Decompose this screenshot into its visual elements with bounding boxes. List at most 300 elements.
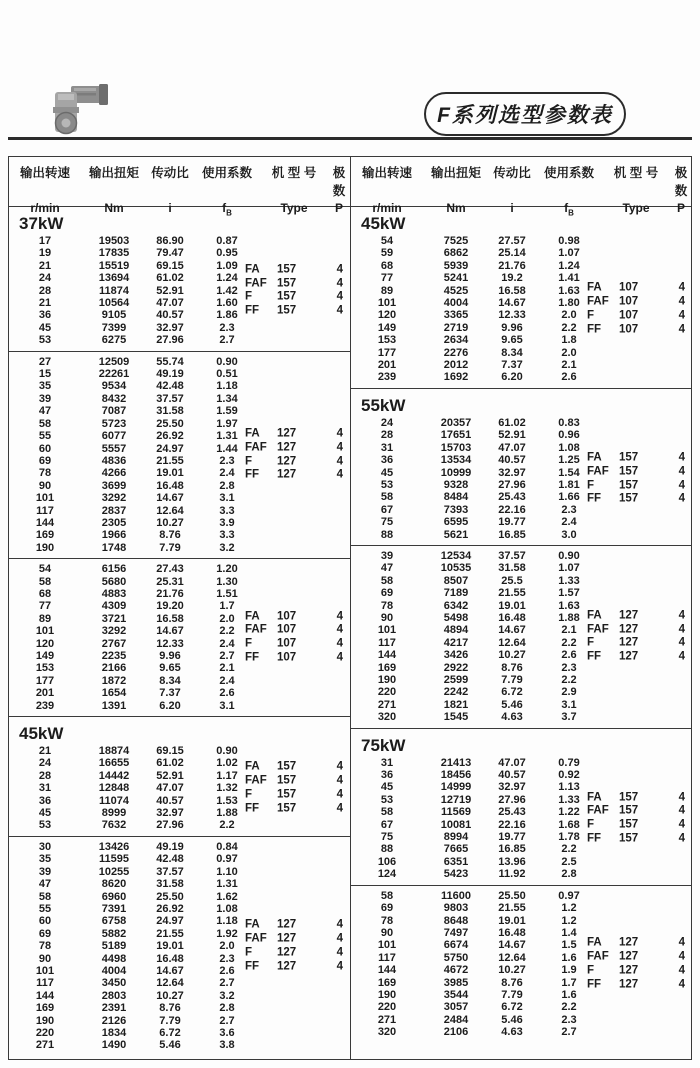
poles-value: 4 <box>336 441 343 454</box>
torque-value: 15703 <box>440 441 472 454</box>
table-row <box>351 587 691 599</box>
speed-value: 190 <box>35 1014 55 1027</box>
factor-value: 1.02 <box>216 757 238 770</box>
torque-value: 2922 <box>443 661 469 674</box>
speed-value: 24 <box>380 416 394 429</box>
speed-value: 39 <box>38 392 52 405</box>
poles-value: 4 <box>678 451 685 464</box>
ratio-value: 24.97 <box>156 442 184 455</box>
ratio-value: 25.43 <box>498 491 526 504</box>
ratio-value: 14.67 <box>156 492 184 505</box>
model-size: 127 <box>277 960 297 973</box>
factor-value: 1.08 <box>216 902 238 915</box>
ratio-value: 61.02 <box>156 272 184 285</box>
model-prefix: FF <box>587 832 602 845</box>
factor-value: 2.2 <box>561 1001 577 1014</box>
ratio-value: 61.02 <box>156 757 184 770</box>
torque-value: 5750 <box>443 951 469 964</box>
column-header <box>9 157 350 218</box>
model-type-row <box>587 637 691 651</box>
speed-value: 101 <box>377 939 397 952</box>
speed-value: 101 <box>35 625 55 638</box>
model-type-group <box>245 427 349 482</box>
ratio-value: 25.50 <box>156 417 184 430</box>
speed-value: 58 <box>38 890 52 903</box>
model-type-row <box>587 451 691 465</box>
factor-value: 1.34 <box>216 392 238 405</box>
torque-value: 10999 <box>440 466 472 479</box>
poles-value: 4 <box>336 290 343 303</box>
factor-value: 2.4 <box>219 467 235 480</box>
factor-value: 0.95 <box>216 247 238 260</box>
speed-value: 75 <box>380 516 394 529</box>
factor-value: 0.90 <box>558 549 580 562</box>
table-row <box>351 247 691 259</box>
torque-value: 18874 <box>98 745 130 758</box>
model-size: 157 <box>619 478 639 491</box>
torque-value: 5621 <box>443 528 469 541</box>
factor-value: 0.90 <box>216 745 238 758</box>
table-column-right <box>350 157 691 1059</box>
model-type-row <box>245 291 349 305</box>
speed-value: 39 <box>38 865 52 878</box>
model-prefix: FA <box>245 427 260 440</box>
ratio-value: 12.33 <box>156 637 184 650</box>
factor-value: 2.7 <box>219 977 235 990</box>
speed-value: 149 <box>35 650 55 662</box>
factor-value: 1.17 <box>216 769 238 782</box>
speed-value: 28 <box>380 429 394 442</box>
ratio-value: 14.67 <box>498 939 526 952</box>
factor-value: 1.2 <box>561 914 577 927</box>
torque-value: 18456 <box>440 769 472 782</box>
ratio-value: 32.97 <box>156 807 184 820</box>
power-rating-label: 75kW <box>361 735 406 755</box>
ratio-value: 16.48 <box>498 611 526 624</box>
table-row <box>351 902 691 914</box>
speed-value: 69 <box>38 927 52 940</box>
speed-value: 190 <box>377 674 397 686</box>
model-type-row <box>245 263 349 277</box>
model-type-group <box>587 791 691 846</box>
factor-value: 2.7 <box>219 1014 235 1027</box>
table-row <box>9 700 350 712</box>
ratio-value: 8.76 <box>501 661 523 674</box>
header-divider-line <box>8 137 692 140</box>
table-row <box>351 686 691 698</box>
factor-value: 1.62 <box>216 890 238 903</box>
data-block <box>9 207 350 351</box>
torque-value: 6156 <box>101 563 127 576</box>
poles-value: 4 <box>336 277 343 290</box>
table-row <box>9 380 350 392</box>
ratio-value: 14.67 <box>498 624 526 637</box>
model-prefix: F <box>587 636 595 649</box>
table-row <box>9 576 350 588</box>
model-size: 127 <box>277 918 297 931</box>
model-size: 127 <box>277 427 297 440</box>
ratio-value: 40.57 <box>498 769 526 782</box>
table-row <box>351 550 691 562</box>
selection-parameter-table <box>8 156 692 1060</box>
table-row <box>9 247 350 259</box>
speed-value: 69 <box>380 902 394 915</box>
table-row <box>351 868 691 880</box>
model-prefix: F <box>245 454 253 467</box>
torque-value: 1545 <box>443 711 469 724</box>
speed-value: 31 <box>380 441 394 454</box>
torque-value: 2767 <box>101 637 127 650</box>
speed-value: 101 <box>377 624 397 637</box>
factor-value: 2.7 <box>219 334 235 347</box>
ratio-value: 14.67 <box>156 964 184 977</box>
torque-value: 5723 <box>101 417 127 430</box>
rows-group <box>351 550 691 724</box>
ratio-value: 10.27 <box>156 989 184 1002</box>
torque-value: 6862 <box>443 247 469 260</box>
factor-value: 2.2 <box>561 843 577 856</box>
factor-value: 0.51 <box>216 368 238 381</box>
factor-value: 2.8 <box>561 868 577 881</box>
poles-value: 4 <box>678 281 685 294</box>
torque-value: 4672 <box>443 964 469 977</box>
speed-value: 90 <box>380 611 394 624</box>
model-size: 107 <box>277 623 297 636</box>
factor-value: 0.84 <box>216 840 238 853</box>
model-size: 127 <box>619 636 639 649</box>
speed-value: 45 <box>380 781 394 794</box>
factor-value: 2.7 <box>561 1026 577 1039</box>
table-row <box>9 891 350 903</box>
speed-value: 58 <box>380 889 394 902</box>
poles-value: 4 <box>336 946 343 959</box>
factor-value: 1.57 <box>558 587 580 600</box>
model-size: 107 <box>619 309 639 322</box>
model-type-row <box>587 651 691 665</box>
torque-value: 4525 <box>443 284 469 297</box>
torque-value: 12719 <box>440 793 472 806</box>
table-row <box>351 890 691 902</box>
ratio-value: 25.14 <box>498 247 526 260</box>
ratio-value: 6.72 <box>159 1026 181 1039</box>
speed-value: 78 <box>38 940 52 953</box>
model-prefix: FA <box>587 936 602 949</box>
rows-group <box>9 235 350 347</box>
model-prefix: FAF <box>587 622 609 635</box>
torque-value: 6674 <box>443 939 469 952</box>
model-prefix: FA <box>245 918 260 931</box>
speed-value: 58 <box>38 575 52 588</box>
ratio-value: 19.20 <box>156 600 184 613</box>
ratio-value: 31.58 <box>156 405 184 418</box>
poles-value: 4 <box>336 788 343 801</box>
speed-value: 117 <box>378 951 396 964</box>
factor-value: 1.63 <box>558 599 580 612</box>
speed-value: 177 <box>35 674 55 687</box>
factor-value: 3.2 <box>219 541 235 554</box>
model-prefix: FAF <box>587 804 609 817</box>
factor-value: 2.0 <box>561 309 577 322</box>
ratio-value: 16.85 <box>498 528 526 541</box>
poles-value: 4 <box>678 818 685 831</box>
speed-value: 47 <box>380 562 394 575</box>
factor-value: 1.10 <box>216 865 238 878</box>
torque-value: 2484 <box>443 1013 469 1026</box>
ratio-value: 52.91 <box>156 284 184 297</box>
ratio-value: 27.43 <box>156 563 184 576</box>
speed-value: 78 <box>38 467 52 480</box>
speed-value: 36 <box>380 454 394 467</box>
ratio-value: 8.76 <box>159 1002 181 1015</box>
ratio-value: 24.97 <box>156 915 184 928</box>
rows-group <box>9 563 350 712</box>
ratio-value: 9.96 <box>159 650 181 662</box>
ratio-value: 52.91 <box>156 769 184 782</box>
factor-value: 3.9 <box>219 516 235 529</box>
ratio-value: 69.15 <box>156 745 184 758</box>
torque-value: 20357 <box>440 416 472 429</box>
header-output-speed: 输出转速 <box>361 166 412 180</box>
ratio-value: 86.90 <box>156 235 184 247</box>
rows-group <box>9 745 350 832</box>
model-size: 157 <box>277 760 297 773</box>
torque-value: 16655 <box>98 757 130 770</box>
ratio-value: 12.64 <box>156 977 184 990</box>
factor-value: 2.3 <box>561 661 577 674</box>
speed-value: 101 <box>35 492 55 505</box>
torque-value: 10081 <box>440 818 472 831</box>
speed-value: 117 <box>36 504 54 517</box>
column-header <box>351 157 691 218</box>
factor-value: 1.24 <box>216 272 238 285</box>
torque-value: 10255 <box>98 865 130 878</box>
power-rating-label: 45kW <box>19 724 64 744</box>
ratio-value: 7.79 <box>159 1014 181 1027</box>
torque-value: 1872 <box>101 674 127 687</box>
speed-value: 60 <box>38 915 52 928</box>
model-type-group <box>245 610 349 665</box>
model-prefix: F <box>245 946 253 959</box>
power-rating-label: 37kW <box>19 214 64 233</box>
data-block <box>351 207 691 388</box>
torque-value: 2126 <box>101 1014 127 1027</box>
factor-value: 1.2 <box>561 902 577 915</box>
torque-value: 8432 <box>101 392 127 405</box>
factor-value: 1.68 <box>558 818 580 831</box>
table-row <box>351 711 691 723</box>
model-type-row <box>245 624 349 638</box>
factor-value: 1.32 <box>216 782 238 795</box>
torque-value: 2166 <box>101 662 127 675</box>
torque-value: 5557 <box>101 442 127 455</box>
table-row <box>351 856 691 868</box>
speed-value: 39 <box>380 549 394 562</box>
torque-value: 5939 <box>443 259 469 272</box>
speed-value: 320 <box>377 711 397 724</box>
unit-p: P <box>334 201 343 215</box>
speed-value: 55 <box>38 902 52 915</box>
ratio-value: 4.63 <box>501 711 523 724</box>
model-type-row <box>245 802 349 816</box>
speed-value: 271 <box>35 1039 55 1052</box>
speed-value: 220 <box>377 1001 397 1014</box>
model-type-row <box>587 805 691 819</box>
model-prefix: FAF <box>587 950 609 963</box>
factor-value: 2.0 <box>561 346 577 359</box>
model-type-row <box>587 309 691 323</box>
ratio-value: 26.92 <box>156 430 184 443</box>
torque-value: 8994 <box>443 831 469 844</box>
data-block <box>351 728 691 885</box>
model-type-row <box>245 775 349 789</box>
poles-value: 4 <box>678 950 685 963</box>
poles-value: 4 <box>336 610 343 622</box>
torque-value: 14442 <box>98 769 130 782</box>
model-size: 127 <box>619 650 639 663</box>
ratio-value: 7.79 <box>159 541 181 554</box>
speed-value: 90 <box>38 952 52 965</box>
torque-value: 7391 <box>101 902 127 915</box>
torque-value: 6342 <box>443 599 469 612</box>
model-prefix: FAF <box>587 295 609 308</box>
speed-value: 45 <box>380 466 394 479</box>
factor-value: 2.9 <box>561 686 577 699</box>
table-row <box>9 563 350 575</box>
ratio-value: 32.97 <box>498 466 526 479</box>
factor-value: 2.6 <box>561 371 577 384</box>
unit-nm: Nm <box>446 201 466 215</box>
model-size: 157 <box>277 304 297 317</box>
model-type-row <box>245 441 349 455</box>
model-size: 107 <box>277 637 297 650</box>
torque-value: 1748 <box>101 541 127 554</box>
model-prefix: F <box>245 290 253 303</box>
torque-value: 4266 <box>101 467 127 480</box>
factor-value: 3.7 <box>561 711 577 724</box>
speed-value: 54 <box>38 563 52 576</box>
model-size: 157 <box>619 804 639 817</box>
speed-value: 220 <box>35 1026 55 1039</box>
factor-value: 2.6 <box>219 687 235 700</box>
torque-value: 11595 <box>99 853 129 866</box>
poles-value: 4 <box>678 964 685 977</box>
data-block <box>9 558 350 716</box>
model-size: 157 <box>619 832 639 845</box>
data-block <box>9 836 350 1056</box>
model-size: 127 <box>619 964 639 977</box>
ratio-value: 7.79 <box>501 674 523 686</box>
header-model-type: 机 型 号 <box>271 166 317 180</box>
torque-value: 12848 <box>98 782 130 795</box>
model-type-row <box>245 469 349 483</box>
ratio-value: 19.2 <box>501 272 523 285</box>
factor-value: 1.53 <box>216 794 238 807</box>
model-type-row <box>587 950 691 964</box>
factor-value: 1.30 <box>216 575 238 588</box>
model-prefix: FA <box>245 610 260 622</box>
ratio-value: 21.55 <box>156 454 184 467</box>
model-prefix: FF <box>245 960 260 973</box>
torque-value: 17835 <box>98 247 130 260</box>
speed-value: 21 <box>38 745 52 758</box>
unit-type: Type <box>622 201 650 215</box>
factor-value: 2.8 <box>219 1002 235 1015</box>
model-prefix: FF <box>245 304 260 317</box>
speed-value: 201 <box>377 359 397 372</box>
poles-value: 4 <box>678 977 685 990</box>
torque-value: 4004 <box>443 297 469 310</box>
model-size: 127 <box>619 950 639 963</box>
poles-value: 4 <box>678 323 685 336</box>
poles-value: 4 <box>678 791 685 804</box>
speed-value: 88 <box>380 528 394 541</box>
factor-value: 2.3 <box>219 454 235 467</box>
speed-value: 169 <box>377 661 397 674</box>
ratio-value: 25.5 <box>501 574 523 587</box>
model-prefix: F <box>587 309 595 322</box>
factor-value: 2.3 <box>219 321 235 334</box>
torque-value: 5189 <box>101 940 127 953</box>
torque-value: 2012 <box>443 359 469 372</box>
torque-value: 13426 <box>98 840 130 853</box>
torque-value: 4836 <box>101 454 127 467</box>
factor-value: 1.08 <box>558 441 580 454</box>
ratio-value: 11.92 <box>498 868 526 881</box>
torque-value: 4004 <box>101 964 127 977</box>
table-row <box>351 371 691 383</box>
torque-value: 9534 <box>101 380 127 393</box>
poles-value: 4 <box>336 760 343 773</box>
table-row <box>9 1027 350 1039</box>
speed-value: 90 <box>38 479 52 492</box>
table-row <box>9 1039 350 1051</box>
torque-value: 5680 <box>101 575 127 588</box>
poles-value: 4 <box>678 492 685 505</box>
speed-value: 169 <box>377 976 397 989</box>
factor-value: 1.31 <box>216 430 238 443</box>
factor-value: 1.7 <box>219 600 235 613</box>
ratio-value: 4.63 <box>501 1026 523 1039</box>
model-prefix: FAF <box>587 465 609 478</box>
speed-value: 17 <box>38 235 52 247</box>
ratio-value: 5.46 <box>501 698 523 711</box>
torque-value: 8999 <box>101 807 127 820</box>
column-blocks-right <box>351 207 691 1043</box>
header-output-torque: 输出扭矩 <box>88 166 139 180</box>
speed-value: 101 <box>377 297 397 310</box>
model-size: 157 <box>277 290 297 303</box>
factor-value: 2.4 <box>561 516 577 529</box>
header-poles: 极 数 <box>674 166 688 198</box>
poles-value: 4 <box>336 304 343 317</box>
speed-value: 21 <box>38 259 52 272</box>
speed-value: 77 <box>380 272 394 285</box>
model-type-row <box>245 455 349 469</box>
factor-value: 1.18 <box>216 915 238 928</box>
model-type-row <box>245 761 349 775</box>
speed-value: 77 <box>38 600 52 613</box>
model-prefix: FA <box>245 760 260 773</box>
ratio-value: 27.57 <box>498 235 526 247</box>
speed-value: 320 <box>377 1026 397 1039</box>
ratio-value: 16.58 <box>156 612 184 625</box>
data-block <box>351 885 691 1043</box>
header-model-type: 机 型 号 <box>613 166 659 180</box>
rows-group <box>351 417 691 541</box>
ratio-value: 27.96 <box>498 793 526 806</box>
unit-fb: $f_B$ <box>222 201 232 218</box>
torque-value: 9105 <box>101 309 127 322</box>
